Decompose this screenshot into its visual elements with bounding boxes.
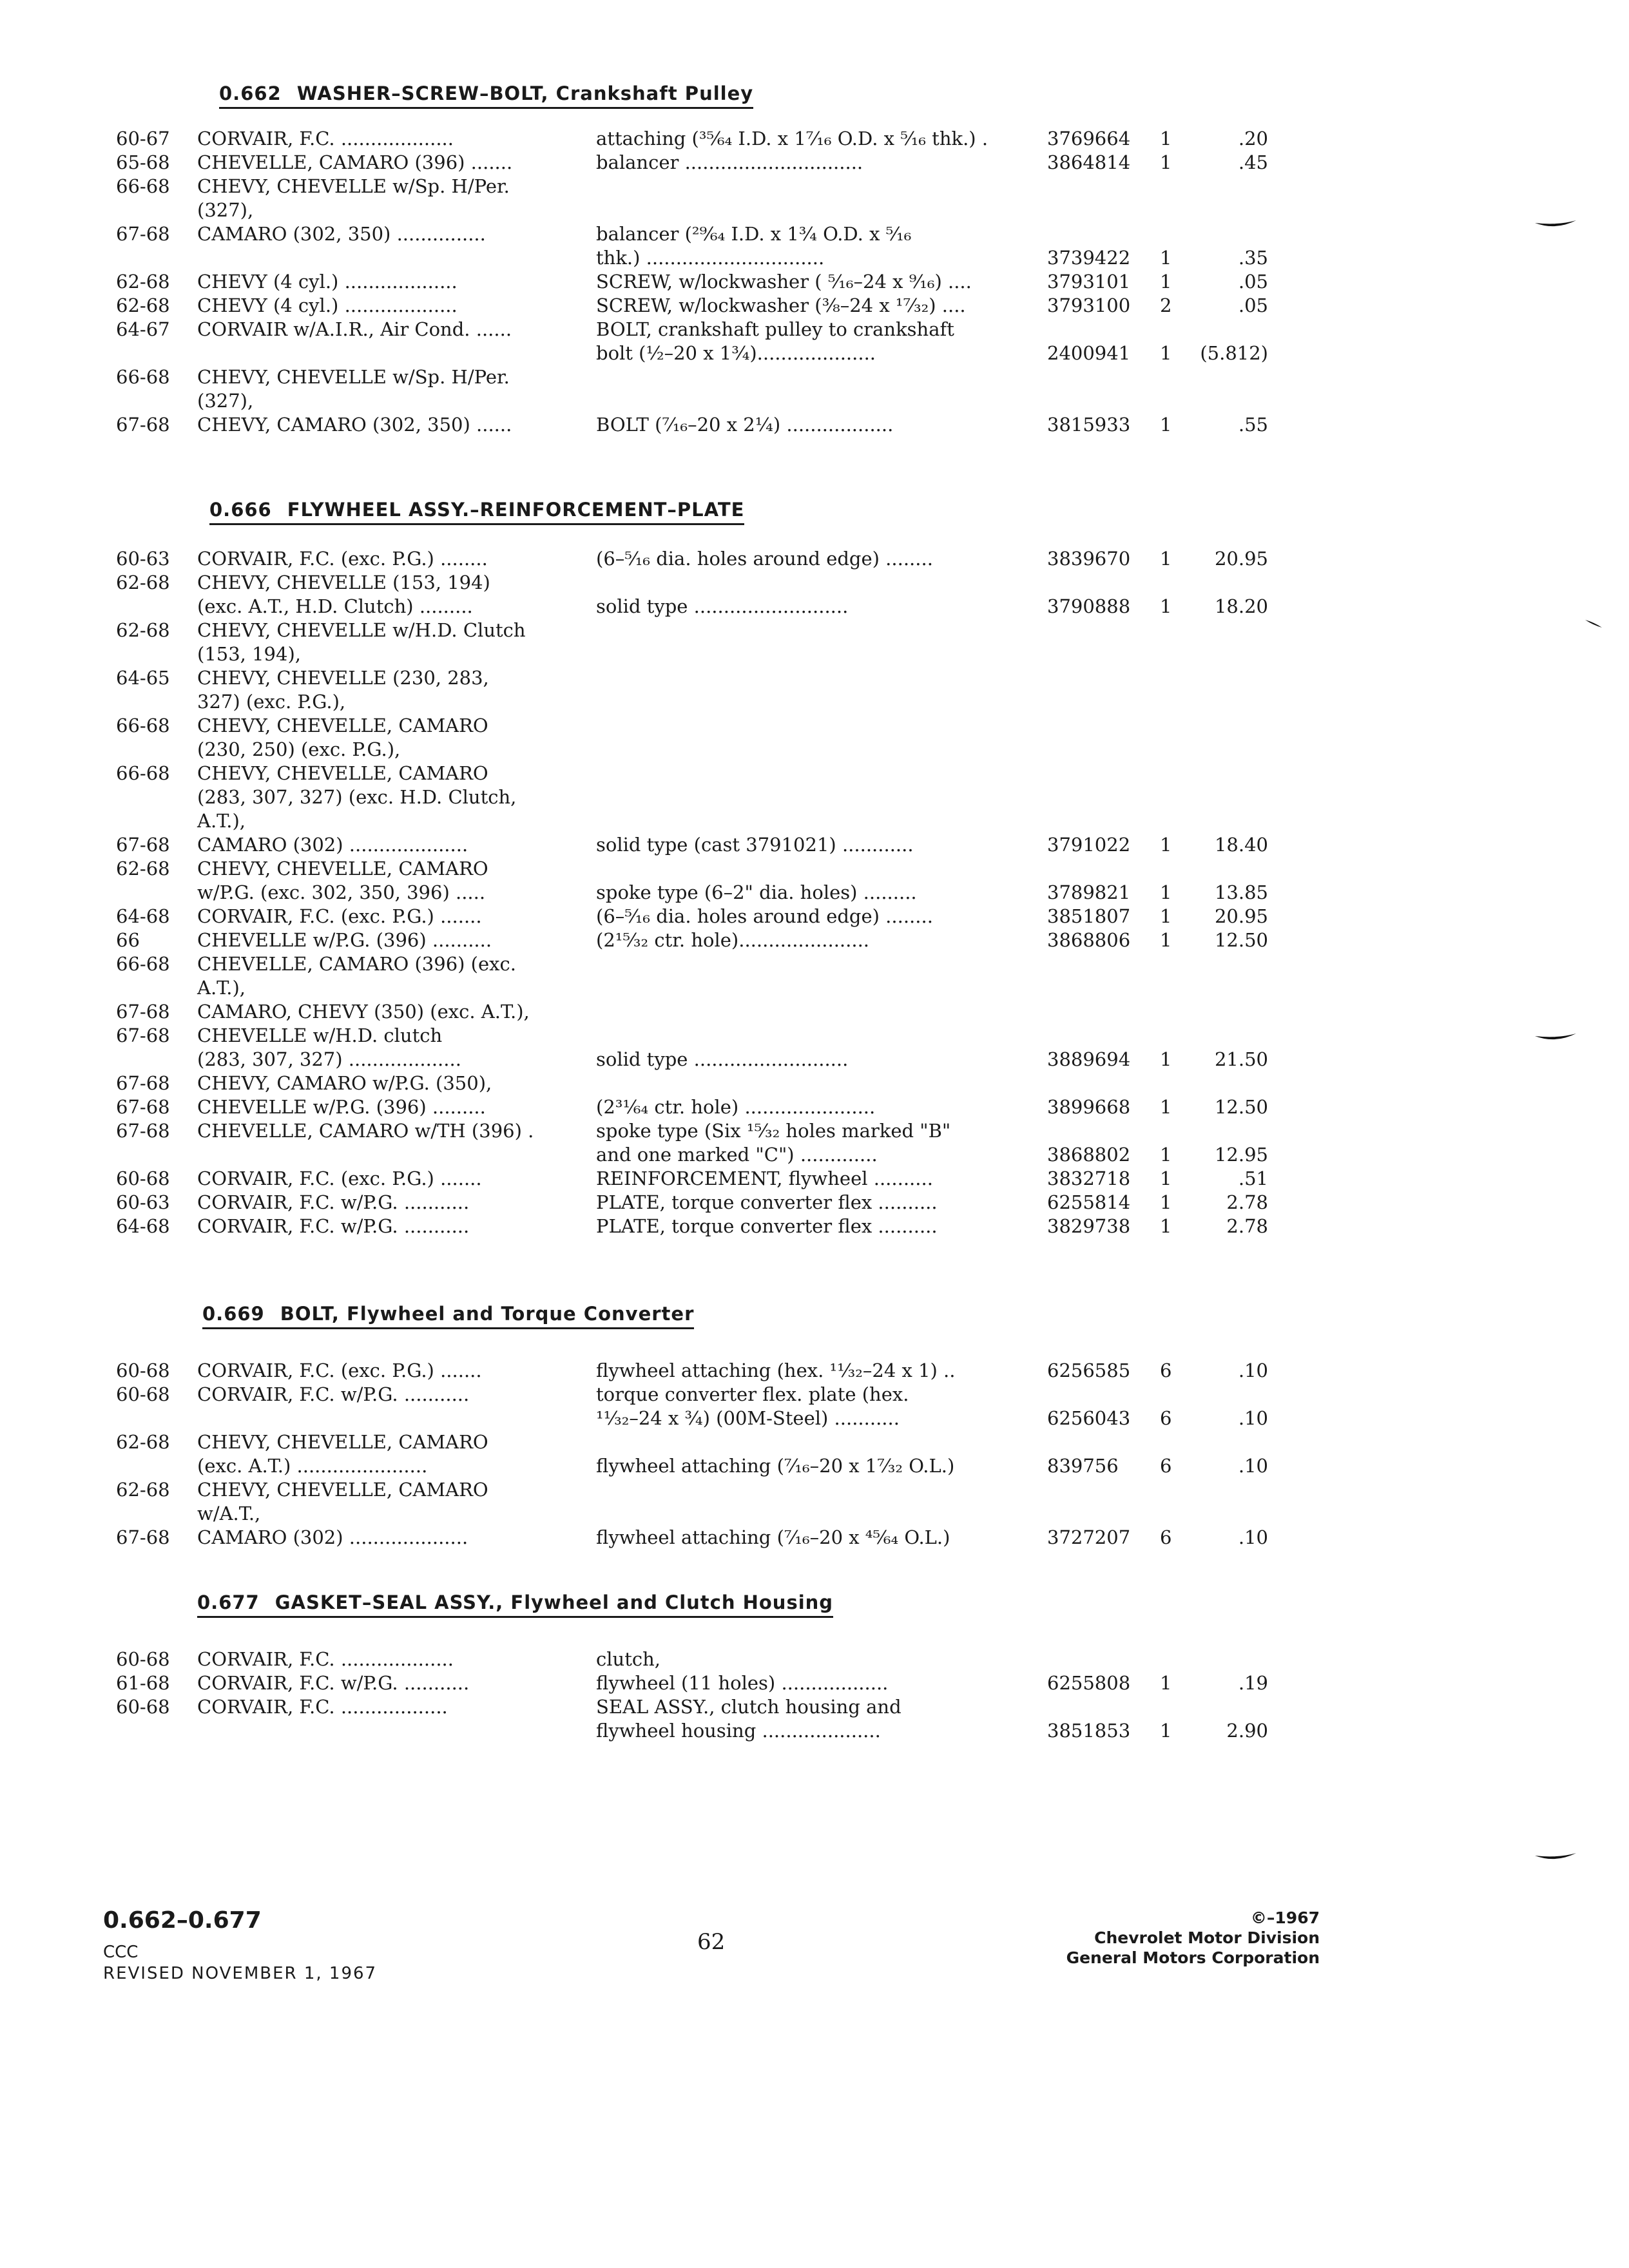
part-number-cell: 3851853: [1047, 1720, 1131, 1742]
table-row: [0, 1001, 1629, 1024]
quantity-cell: 1: [1160, 905, 1172, 927]
price-cell: .19: [1238, 1672, 1268, 1694]
application-cell: CORVAIR w/A.I.R., Air Cond. ......: [197, 318, 512, 340]
years-cell: 60-68: [116, 1383, 170, 1405]
table-row: [0, 834, 1629, 858]
parts-list: [0, 1648, 1629, 1744]
parts-list: [0, 548, 1629, 1239]
years-cell: 60-63: [116, 548, 170, 570]
price-cell: 13.85: [1214, 881, 1268, 903]
table-row: [0, 1672, 1629, 1696]
table-row: [0, 1383, 1629, 1407]
section-heading: FLYWHEEL ASSY.–REINFORCEMENT–PLATE: [287, 499, 745, 521]
years-cell: 67-68: [116, 1120, 170, 1142]
application-cell: CHEVY, CHEVELLE, CAMARO: [197, 1431, 488, 1453]
application-cell: CHEVELLE w/H.D. clutch: [197, 1024, 443, 1046]
application-cell: (exc. A.T.) ......................: [197, 1455, 428, 1477]
part-number-cell: 3851807: [1047, 905, 1131, 927]
application-cell: CHEVELLE, CAMARO w/TH (396) .: [197, 1120, 534, 1142]
division-name: Chevrolet Motor Division: [1094, 1928, 1320, 1947]
quantity-cell: 6: [1160, 1360, 1172, 1381]
table-row: [0, 929, 1629, 953]
quantity-cell: 1: [1160, 1048, 1172, 1070]
table-row: [0, 1096, 1629, 1120]
section-heading: WASHER–SCREW–BOLT,: [296, 82, 549, 104]
years-cell: 62-68: [116, 271, 170, 293]
application-cell: CORVAIR, F.C. ...................: [197, 1648, 454, 1670]
quantity-cell: 1: [1160, 414, 1172, 436]
table-row: [0, 128, 1629, 151]
table-row: [0, 199, 1629, 223]
part-number-cell: 3793100: [1047, 294, 1131, 316]
part-number-cell: 6255814: [1047, 1191, 1131, 1213]
part-number-cell: 3789821: [1047, 881, 1131, 903]
table-row: [0, 548, 1629, 572]
application-cell: CHEVY, CHEVELLE w/Sp. H/Per.: [197, 366, 510, 388]
years-cell: 65-68: [116, 151, 170, 173]
quantity-cell: 6: [1160, 1407, 1172, 1429]
application-cell: A.T.),: [197, 810, 246, 832]
application-cell: CORVAIR, F.C. w/P.G. ...........: [197, 1215, 470, 1237]
table-row: [0, 1120, 1629, 1144]
years-cell: 66-68: [116, 175, 170, 197]
years-cell: 67-68: [116, 834, 170, 856]
quantity-cell: 1: [1160, 929, 1172, 951]
application-cell: CHEVELLE w/P.G. (396) .........: [197, 1096, 486, 1118]
part-number-cell: 3739422: [1047, 247, 1131, 269]
part-number-cell: 839756: [1047, 1455, 1119, 1477]
years-cell: 62-68: [116, 619, 170, 641]
table-row: [0, 1503, 1629, 1526]
years-cell: 67-68: [116, 1526, 170, 1548]
table-row: [0, 175, 1629, 199]
price-cell: (5.812): [1200, 342, 1268, 364]
years-cell: 62-68: [116, 1479, 170, 1501]
years-cell: 60-67: [116, 128, 170, 149]
application-cell: CORVAIR, F.C. (exc. P.G.) ........: [197, 548, 488, 570]
table-row: [0, 738, 1629, 762]
years-cell: 62-68: [116, 858, 170, 879]
description-cell: SCREW, w/lockwasher (³⁄₈–24 x ¹⁷⁄₃₂) ....: [596, 294, 966, 316]
description-cell: flywheel attaching (hex. ¹¹⁄₃₂–24 x 1) ..: [596, 1360, 956, 1381]
quantity-cell: 1: [1160, 834, 1172, 856]
application-cell: CHEVY, CHEVELLE w/H.D. Clutch: [197, 619, 526, 641]
price-cell: .10: [1238, 1526, 1268, 1548]
years-cell: 64-68: [116, 905, 170, 927]
part-number-cell: 3791022: [1047, 834, 1131, 856]
part-number-cell: 3815933: [1047, 414, 1131, 436]
application-cell: CHEVY, CHEVELLE w/Sp. H/Per.: [197, 175, 510, 197]
corporation-name: General Motors Corporation: [1066, 1948, 1320, 1967]
years-cell: 67-68: [116, 1024, 170, 1046]
quantity-cell: 1: [1160, 1672, 1172, 1694]
table-row: [0, 342, 1629, 366]
section-subheading: Flywheel and Clutch Housing: [510, 1591, 834, 1613]
description-cell: PLATE, torque converter flex ..........: [596, 1215, 938, 1237]
description-cell: flywheel (11 holes) ..................: [596, 1672, 889, 1694]
application-cell: CHEVELLE, CAMARO (396) .......: [197, 151, 513, 173]
quantity-cell: 1: [1160, 1215, 1172, 1237]
application-cell: (327),: [197, 199, 254, 221]
binder-mark-icon: [1584, 619, 1603, 630]
table-row: [0, 294, 1629, 318]
quantity-cell: 1: [1160, 271, 1172, 293]
application-cell: CORVAIR, F.C. (exc. P.G.) .......: [197, 1168, 482, 1189]
price-cell: .10: [1238, 1455, 1268, 1477]
application-cell: CHEVY, CHEVELLE, CAMARO: [197, 1479, 488, 1501]
part-number-cell: 3790888: [1047, 595, 1131, 617]
description-cell: flywheel attaching (⁷⁄₁₆–20 x ⁴⁵⁄₆₄ O.L.): [596, 1526, 950, 1548]
years-cell: 60-68: [116, 1168, 170, 1189]
description-cell: SCREW, w/lockwasher ( ⁵⁄₁₆–24 x ⁹⁄₁₆) ....: [596, 271, 972, 293]
section-title: [219, 82, 753, 109]
years-cell: 66-68: [116, 953, 170, 975]
quantity-cell: 1: [1160, 1720, 1172, 1742]
quantity-cell: 1: [1160, 247, 1172, 269]
application-cell: CHEVY (4 cyl.) ...................: [197, 294, 458, 316]
part-number-cell: 3864814: [1047, 151, 1131, 173]
part-number-cell: 6255808: [1047, 1672, 1131, 1694]
section-heading: BOLT,: [280, 1303, 340, 1325]
quantity-cell: 6: [1160, 1526, 1172, 1548]
table-row: [0, 1720, 1629, 1744]
quantity-cell: 2: [1160, 294, 1172, 316]
price-cell: .35: [1238, 247, 1268, 269]
description-cell: balancer (²⁹⁄₆₄ I.D. x 1³⁄₄ O.D. x ⁵⁄₁₆: [596, 223, 912, 245]
application-cell: CORVAIR, F.C. ...................: [197, 128, 454, 149]
section-number: 0.669: [202, 1303, 265, 1325]
application-cell: CHEVELLE w/P.G. (396) ..........: [197, 929, 492, 951]
page-code: 0.662–0.677: [103, 1907, 262, 1934]
table-row: [0, 1648, 1629, 1672]
years-cell: 67-68: [116, 414, 170, 436]
description-cell: solid type ..........................: [596, 595, 849, 617]
part-number-cell: 3868806: [1047, 929, 1131, 951]
years-cell: 62-68: [116, 294, 170, 316]
application-cell: w/A.T.,: [197, 1503, 261, 1524]
binder-mark-icon: [1534, 1852, 1577, 1863]
table-row: [0, 1526, 1629, 1550]
application-cell: CORVAIR, F.C. (exc. P.G.) .......: [197, 1360, 482, 1381]
section-subheading: Crankshaft Pulley: [555, 82, 754, 104]
description-cell: BOLT, crankshaft pulley to crankshaft: [596, 318, 954, 340]
years-cell: 67-68: [116, 1001, 170, 1023]
copyright: ©–1967: [1250, 1908, 1320, 1927]
table-row: [0, 786, 1629, 810]
table-row: [0, 619, 1629, 643]
part-number-cell: 6256043: [1047, 1407, 1131, 1429]
application-cell: A.T.),: [197, 977, 246, 999]
part-number-cell: 3899668: [1047, 1096, 1131, 1118]
years-cell: 66-68: [116, 366, 170, 388]
section-title: [209, 499, 744, 525]
section-number: 0.666: [209, 499, 272, 521]
price-cell: 12.95: [1214, 1144, 1268, 1166]
table-row: [0, 1215, 1629, 1239]
price-cell: 2.78: [1226, 1191, 1268, 1213]
table-row: [0, 1048, 1629, 1072]
price-cell: 18.20: [1214, 595, 1268, 617]
application-cell: CORVAIR, F.C. (exc. P.G.) .......: [197, 905, 482, 927]
table-row: [0, 151, 1629, 175]
years-cell: 67-68: [116, 1096, 170, 1118]
section-subheading: Flywheel and Torque Converter: [346, 1303, 695, 1325]
table-row: [0, 1191, 1629, 1215]
application-cell: 327) (exc. P.G.),: [197, 691, 346, 713]
application-cell: CHEVY, CAMARO (302, 350) ......: [197, 414, 512, 436]
price-cell: .20: [1238, 128, 1268, 149]
page-number: 62: [697, 1929, 726, 1955]
table-row: [0, 366, 1629, 390]
price-cell: .10: [1238, 1360, 1268, 1381]
price-cell: 12.50: [1214, 929, 1268, 951]
quantity-cell: 1: [1160, 1096, 1172, 1118]
part-number-cell: 3889694: [1047, 1048, 1131, 1070]
description-cell: balancer ..............................: [596, 151, 863, 173]
part-number-cell: 3727207: [1047, 1526, 1131, 1548]
binder-mark-icon: [1534, 1032, 1577, 1044]
price-cell: .55: [1238, 414, 1268, 436]
price-cell: 18.40: [1214, 834, 1268, 856]
description-cell: attaching (³⁵⁄₆₄ I.D. x 1⁷⁄₁₆ O.D. x ⁵⁄₁₆ thk.) .: [596, 128, 988, 149]
parts-list: [0, 128, 1629, 437]
part-number-cell: 6256585: [1047, 1360, 1131, 1381]
table-row: [0, 1072, 1629, 1096]
years-cell: 64-68: [116, 1215, 170, 1237]
parts-list: [0, 1360, 1629, 1550]
ccc-label: CCC: [103, 1943, 139, 1962]
price-cell: 21.50: [1214, 1048, 1268, 1070]
description-cell: torque converter flex. plate (hex.: [596, 1383, 909, 1405]
quantity-cell: 1: [1160, 128, 1172, 149]
description-cell: bolt (½–20 x 1³⁄₄)....................: [596, 342, 876, 364]
description-cell: (2³¹⁄₆₄ ctr. hole) ......................: [596, 1096, 876, 1118]
price-cell: 20.95: [1214, 905, 1268, 927]
table-row: [0, 1431, 1629, 1455]
price-cell: 2.90: [1226, 1720, 1268, 1742]
application-cell: (283, 307, 327) ...................: [197, 1048, 461, 1070]
years-cell: 60-68: [116, 1696, 170, 1718]
table-row: [0, 1144, 1629, 1168]
section-heading: GASKET–SEAL ASSY.,: [275, 1591, 504, 1613]
application-cell: CAMARO (302) ....................: [197, 834, 468, 856]
application-cell: (327),: [197, 390, 254, 412]
price-cell: .51: [1238, 1168, 1268, 1189]
table-row: [0, 1168, 1629, 1191]
table-row: [0, 881, 1629, 905]
application-cell: (283, 307, 327) (exc. H.D. Clutch,: [197, 786, 517, 808]
years-cell: 66-68: [116, 715, 170, 736]
table-row: [0, 1407, 1629, 1431]
description-cell: SEAL ASSY., clutch housing and: [596, 1696, 901, 1718]
years-cell: 67-68: [116, 223, 170, 245]
quantity-cell: 1: [1160, 151, 1172, 173]
table-row: [0, 762, 1629, 786]
table-row: [0, 953, 1629, 977]
quantity-cell: 1: [1160, 1168, 1172, 1189]
application-cell: CORVAIR, F.C. w/P.G. ...........: [197, 1383, 470, 1405]
table-row: [0, 390, 1629, 414]
description-cell: BOLT (⁷⁄₁₆–20 x 2¼) ..................: [596, 414, 894, 436]
quantity-cell: 6: [1160, 1455, 1172, 1477]
years-cell: 67-68: [116, 1072, 170, 1094]
table-row: [0, 595, 1629, 619]
table-row: [0, 1024, 1629, 1048]
application-cell: CAMARO (302, 350) ...............: [197, 223, 486, 245]
table-row: [0, 1479, 1629, 1503]
table-row: [0, 247, 1629, 271]
section-number: 0.662: [219, 82, 282, 104]
price-cell: .45: [1238, 151, 1268, 173]
description-cell: flywheel attaching (⁷⁄₁₆–20 x 1⁷⁄₃₂ O.L.): [596, 1455, 955, 1477]
years-cell: 62-68: [116, 572, 170, 593]
quantity-cell: 1: [1160, 548, 1172, 570]
revised-date: REVISED NOVEMBER 1, 1967: [103, 1964, 378, 1983]
years-cell: 64-65: [116, 667, 170, 689]
table-row: [0, 691, 1629, 715]
description-cell: and one marked "C") .............: [596, 1144, 878, 1166]
table-row: [0, 271, 1629, 294]
price-cell: 20.95: [1214, 548, 1268, 570]
years-cell: 66-68: [116, 762, 170, 784]
application-cell: CHEVELLE, CAMARO (396) (exc.: [197, 953, 516, 975]
table-row: [0, 715, 1629, 738]
years-cell: 62-68: [116, 1431, 170, 1453]
table-row: [0, 1360, 1629, 1383]
application-cell: CHEVY, CAMARO w/P.G. (350),: [197, 1072, 492, 1094]
description-cell: thk.) ..............................: [596, 247, 825, 269]
application-cell: CORVAIR, F.C. w/P.G. ...........: [197, 1672, 470, 1694]
description-cell: clutch,: [596, 1648, 660, 1670]
description-cell: spoke type (6–2" dia. holes) .........: [596, 881, 917, 903]
application-cell: (230, 250) (exc. P.G.),: [197, 738, 401, 760]
application-cell: CHEVY, CHEVELLE (230, 283,: [197, 667, 489, 689]
quantity-cell: 1: [1160, 881, 1172, 903]
application-cell: CHEVY, CHEVELLE (153, 194): [197, 572, 490, 593]
table-row: [0, 643, 1629, 667]
application-cell: w/P.G. (exc. 302, 350, 396) .....: [197, 881, 486, 903]
table-row: [0, 1696, 1629, 1720]
section-number: 0.677: [197, 1591, 260, 1613]
description-cell: solid type (cast 3791021) ............: [596, 834, 914, 856]
table-row: [0, 667, 1629, 691]
table-row: [0, 572, 1629, 595]
application-cell: CORVAIR, F.C. w/P.G. ...........: [197, 1191, 470, 1213]
part-number-cell: 3839670: [1047, 548, 1131, 570]
years-cell: 66: [116, 929, 140, 951]
application-cell: CHEVY (4 cyl.) ...................: [197, 271, 458, 293]
application-cell: CHEVY, CHEVELLE, CAMARO: [197, 858, 488, 879]
application-cell: CORVAIR, F.C. ..................: [197, 1696, 448, 1718]
part-number-cell: 3829738: [1047, 1215, 1131, 1237]
years-cell: 60-68: [116, 1360, 170, 1381]
application-cell: CHEVY, CHEVELLE, CAMARO: [197, 715, 488, 736]
years-cell: 60-68: [116, 1648, 170, 1670]
table-row: [0, 223, 1629, 247]
quantity-cell: 1: [1160, 1191, 1172, 1213]
application-cell: CAMARO (302) ....................: [197, 1526, 468, 1548]
years-cell: 61-68: [116, 1672, 170, 1694]
table-row: [0, 858, 1629, 881]
years-cell: 64-67: [116, 318, 170, 340]
part-number-cell: 3832718: [1047, 1168, 1131, 1189]
application-cell: CHEVY, CHEVELLE, CAMARO: [197, 762, 488, 784]
part-number-cell: 3868802: [1047, 1144, 1131, 1166]
table-row: [0, 977, 1629, 1001]
description-cell: (2¹⁵⁄₃₂ ctr. hole)......................: [596, 929, 870, 951]
part-number-cell: 3769664: [1047, 128, 1131, 149]
description-cell: (6–⁵⁄₁₆ dia. holes around edge) ........: [596, 905, 933, 927]
price-cell: 12.50: [1214, 1096, 1268, 1118]
table-row: [0, 318, 1629, 342]
description-cell: ¹¹⁄₃₂–24 x ¾) (00M-Steel) ...........: [596, 1407, 900, 1429]
price-cell: 2.78: [1226, 1215, 1268, 1237]
quantity-cell: 1: [1160, 342, 1172, 364]
price-cell: .10: [1238, 1407, 1268, 1429]
quantity-cell: 1: [1160, 1144, 1172, 1166]
table-row: [0, 905, 1629, 929]
section-title: [202, 1303, 694, 1329]
years-cell: 60-63: [116, 1191, 170, 1213]
description-cell: (6–⁵⁄₁₆ dia. holes around edge) ........: [596, 548, 933, 570]
application-cell: (exc. A.T., H.D. Clutch) .........: [197, 595, 473, 617]
binder-mark-icon: [1534, 219, 1577, 231]
price-cell: .05: [1238, 271, 1268, 293]
section-title: [197, 1591, 833, 1618]
part-number-cell: 2400941: [1047, 342, 1131, 364]
price-cell: .05: [1238, 294, 1268, 316]
description-cell: PLATE, torque converter flex ..........: [596, 1191, 938, 1213]
description-cell: spoke type (Six ¹⁵⁄₃₂ holes marked "B": [596, 1120, 951, 1142]
application-cell: CAMARO, CHEVY (350) (exc. A.T.),: [197, 1001, 530, 1023]
quantity-cell: 1: [1160, 595, 1172, 617]
description-cell: REINFORCEMENT, flywheel ..........: [596, 1168, 933, 1189]
application-cell: (153, 194),: [197, 643, 301, 665]
description-cell: flywheel housing ....................: [596, 1720, 881, 1742]
table-row: [0, 810, 1629, 834]
description-cell: solid type ..........................: [596, 1048, 849, 1070]
table-row: [0, 1455, 1629, 1479]
table-row: [0, 414, 1629, 437]
part-number-cell: 3793101: [1047, 271, 1131, 293]
